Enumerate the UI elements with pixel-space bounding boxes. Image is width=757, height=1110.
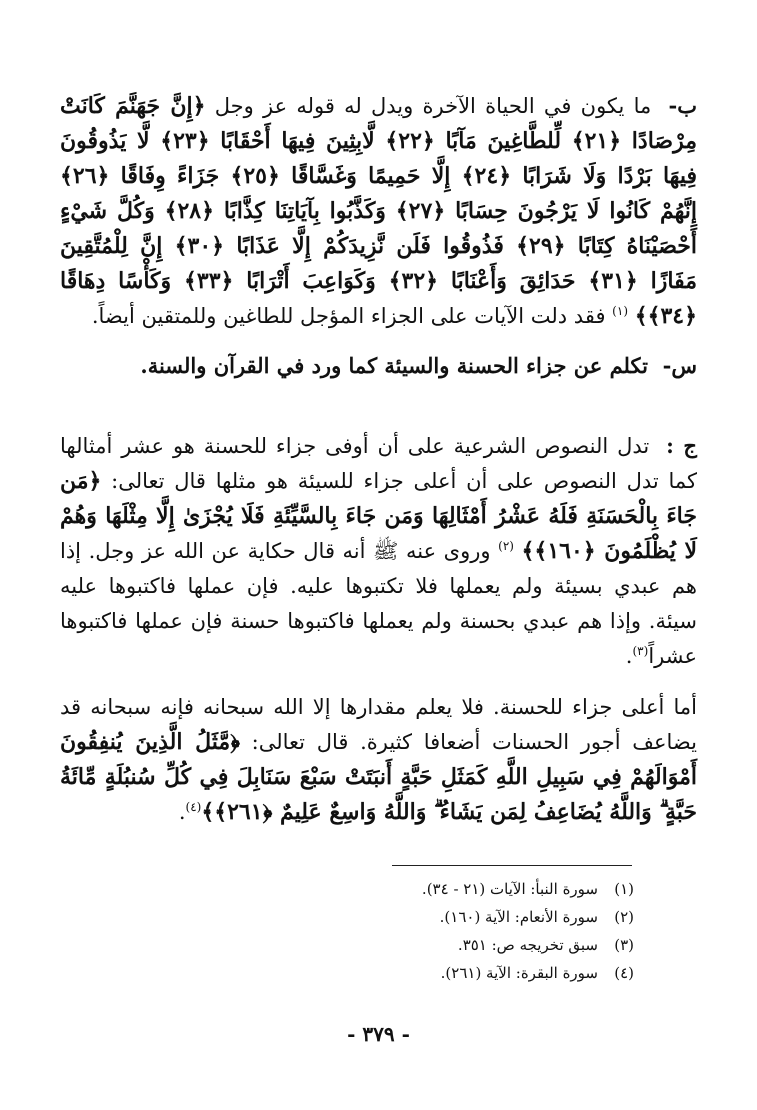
footnote-number: (٣)	[614, 936, 634, 954]
footnote-number: (٤)	[614, 964, 634, 982]
question-block	[60, 348, 697, 384]
footnote-item	[60, 959, 634, 987]
footnotes	[60, 875, 634, 987]
quran-verse-baqara: ﴿مَّثَلُ الَّذِينَ يُنفِقُونَ أَمْوَالَهُمْ فِي سَبِيلِ اللَّهِ كَمَثَلِ حَبَّةٍ أَنبَتَتْ سَبْعَ سَنَابِلَ فِي كُلِّ سُنبُلَةٍ مِّائَةُ حَبَّةٍ ۗ وَاللَّهُ يُضَاعِفُ لِمَن يَشَاءُ ۗ وَاللَّهُ وَاسِعٌ عَلِيمٌ ﴿٢٦١﴾﴾	[60, 729, 697, 825]
closing-paragraph	[60, 690, 697, 830]
answer-hadith: وروى عنه ﷺ أنه قال حكاية عن الله عز وجل. إذا هم عبدي بسيئة ولم يعملها فلا تكتبوها عليه. فإن عملها فاكتبوها عليه سيئة. وإذا هم عبدي بحسنة ولم يعملها فاكتبوها حسنة فإن عملها فاكتبوها عشراً	[60, 539, 697, 668]
closing-text: أما أعلى جزاء للحسنة. فلا يعلم مقدارها إلا الله سبحانه فإنه سبحانه قد يضاعف أجور الحسنات أضعافا كثيرة. قال تعالى:	[60, 695, 697, 754]
section-b-marker: ب-	[668, 93, 697, 118]
footnote-text: سبق تخريجه ص: ٣٥١.	[457, 936, 598, 954]
footnote-ref-3: (٣)	[632, 644, 649, 658]
section-b-text: ما يكون في الحياة الآخرة ويدل له قوله عز وجل	[214, 94, 652, 118]
footnote-ref-1: (١)	[612, 304, 628, 318]
footnote-number: (١)	[614, 880, 634, 898]
page-number: - ٣٧٩ -	[347, 1022, 410, 1046]
footnote-ref-4: (٤)	[185, 800, 202, 814]
closing-end: .	[178, 800, 186, 824]
footnote-item	[60, 875, 634, 903]
footnote-item	[60, 931, 634, 959]
section-b-conclusion: فقد دلت الآيات على الجزاء المؤجل للطاغين وللمتقين أيضاً.	[91, 304, 606, 328]
footnote-ref-2: (٢)	[498, 539, 514, 553]
footnote-divider	[392, 865, 632, 866]
answer-marker: ج :	[666, 433, 697, 458]
answer-text: تدل النصوص الشرعية على أن أوفى جزاء للحسنة هو عشر أمثالها كما تدل النصوص على أن أعلى جزاء للسيئة هو مثلها قال تعالى:	[60, 434, 697, 493]
section-b	[60, 88, 697, 334]
footnote-text: سورة الأنعام: الآية (١٦٠).	[439, 908, 598, 926]
footnote-number: (٢)	[614, 908, 634, 926]
footnote-item	[60, 903, 634, 931]
answer-block	[60, 428, 697, 674]
quran-verse-anam: ﴿مَن جَاءَ بِالْحَسَنَةِ فَلَهُ عَشْرُ أَمْثَالِهَا وَمَن جَاءَ بِالسَّيِّئَةِ فَلَا يُجْزَىٰ إِلَّا مِثْلَهَا وَهُمْ لَا يُظْلَمُونَ ﴿١٦٠﴾﴾	[60, 468, 697, 564]
answer-end: .	[625, 644, 633, 668]
footnote-text: سورة البقرة: الآية (٢٦١).	[440, 964, 598, 982]
question-text: تكلم عن جزاء الحسنة والسيئة كما ورد في القرآن والسنة.	[140, 353, 648, 378]
footnote-text: سورة النبأ: الآيات (٢١ - ٣٤).	[421, 880, 598, 898]
question-marker: س-	[662, 353, 697, 378]
quran-verse-naba: ﴿إِنَّ جَهَنَّمَ كَانَتْ مِرْصَادًا ﴿٢١﴾ لِّلطَّاغِينَ مَآبًا ﴿٢٢﴾ لَّابِثِينَ فِيهَا أَحْقَابًا ﴿٢٣﴾ لَّا يَذُوقُونَ فِيهَا بَرْدًا وَلَا شَرَابًا ﴿٢٤﴾ إِلَّا حَمِيمًا وَغَسَّاقًا ﴿٢٥﴾ جَزَاءً وِفَاقًا ﴿٢٦﴾ إِنَّهُمْ كَانُوا لَا يَرْجُونَ حِسَابًا ﴿٢٧﴾ وَكَذَّبُوا بِآيَاتِنَا كِذَّابًا ﴿٢٨﴾ وَكُلَّ شَيْءٍ أَحْصَيْنَاهُ كِتَابًا ﴿٢٩﴾ فَذُوقُوا فَلَن نَّزِيدَكُمْ إِلَّا عَذَابًا ﴿٣٠﴾ إِنَّ لِلْمُتَّقِينَ مَفَازًا ﴿٣١﴾ حَدَائِقَ وَأَعْنَابًا ﴿٣٢﴾ وَكَوَاعِبَ أَتْرَابًا ﴿٣٣﴾ وَكَأْسًا دِهَاقًا ﴿٣٤﴾﴾	[60, 93, 698, 329]
